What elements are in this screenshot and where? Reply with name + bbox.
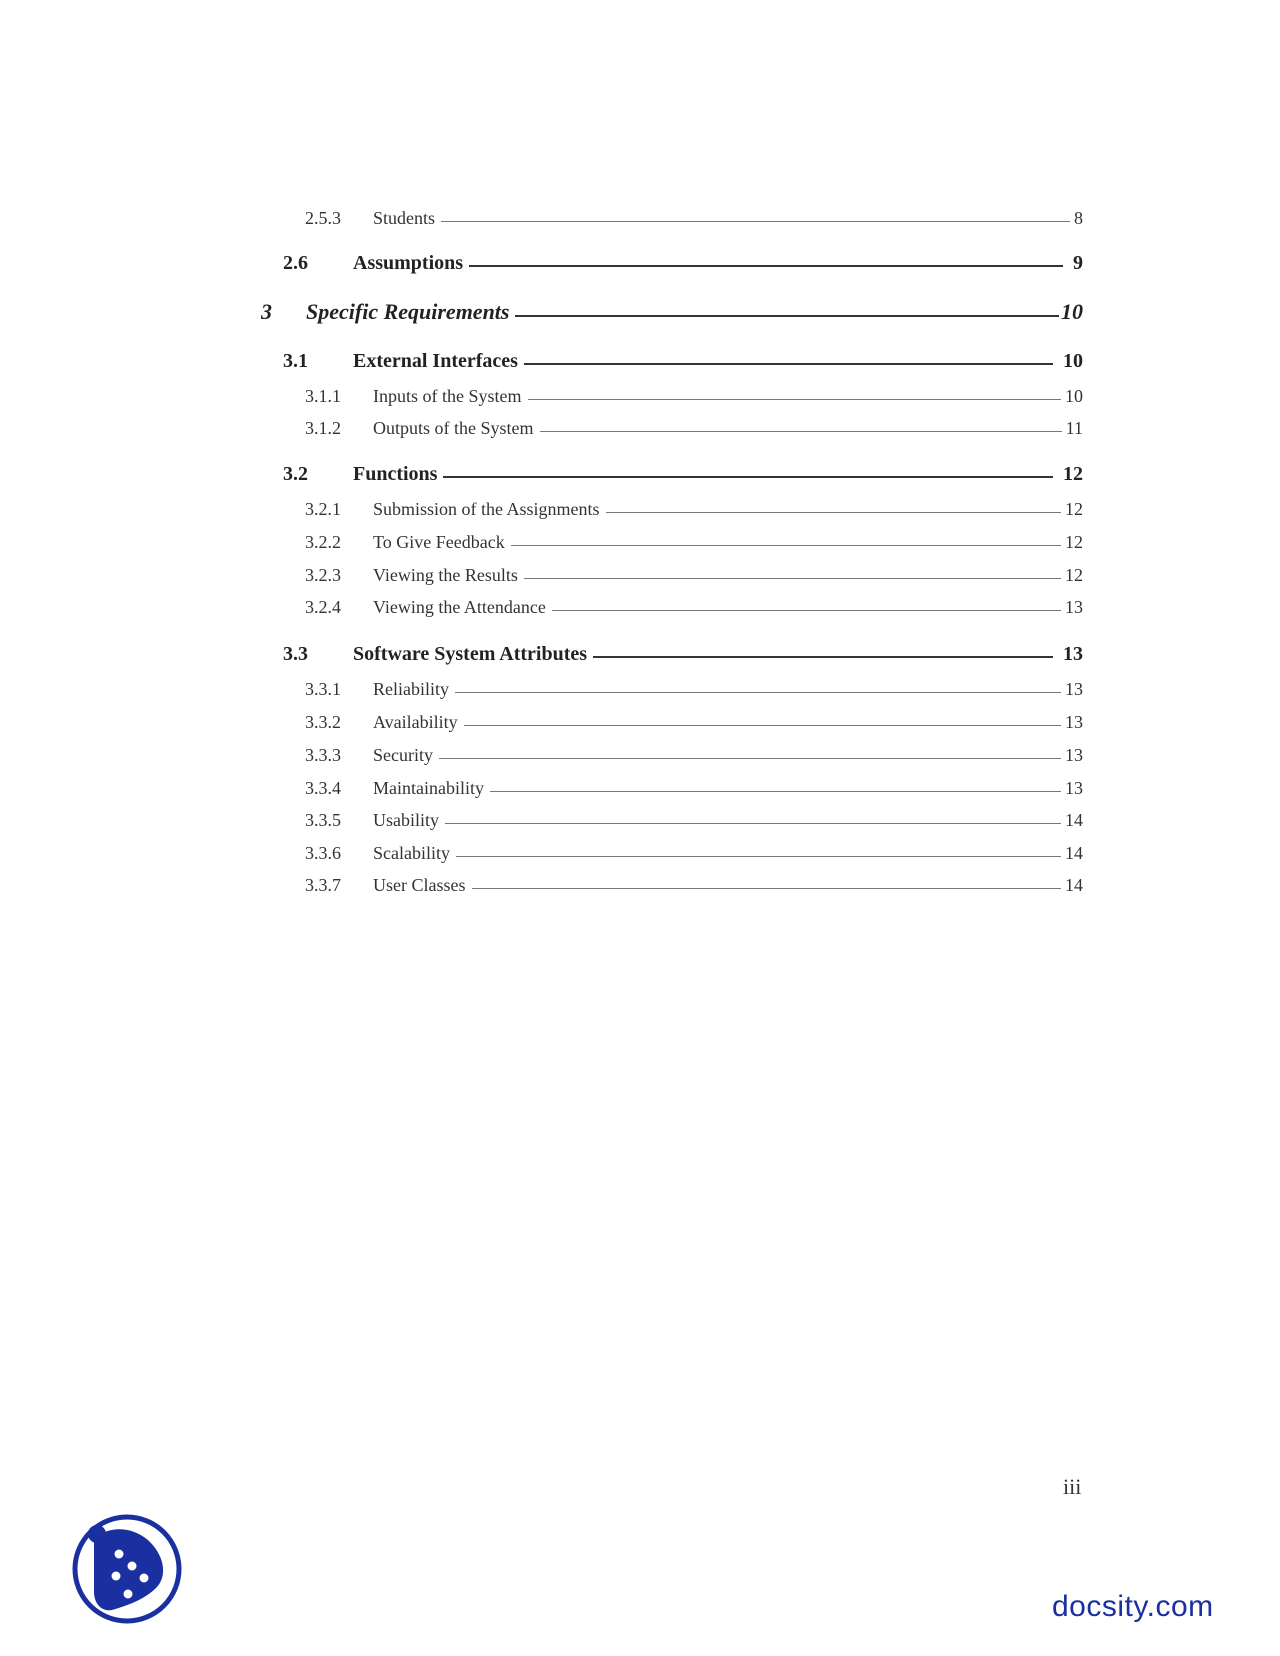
toc-title: Scalability [373, 843, 450, 863]
toc-number: 3.1 [283, 350, 308, 372]
toc-number: 3.3.3 [305, 745, 341, 765]
toc-leader [469, 265, 1063, 267]
toc-entry-3-2-3[interactable] [305, 565, 1083, 586]
toc-leader [490, 791, 1061, 792]
toc-title: Software System Attributes [353, 643, 588, 665]
toc-leader [528, 399, 1062, 400]
toc-entry-3-3[interactable] [283, 643, 1083, 666]
toc-page: 13 [1065, 778, 1083, 798]
toc-title: Inputs of the System [373, 386, 522, 406]
toc-number: 3.1.1 [305, 386, 341, 406]
toc-number: 3.1.2 [305, 418, 341, 438]
toc-title: Functions [353, 463, 438, 485]
docsity-brand-link[interactable]: docsity.com [1052, 1590, 1214, 1623]
toc-page: 10 [1063, 350, 1083, 372]
toc-title: Maintainability [373, 778, 484, 798]
toc-leader [515, 315, 1059, 317]
toc-leader [443, 476, 1053, 478]
toc-title: Viewing the Attendance [373, 597, 546, 617]
toc-entry-3-2-1[interactable] [305, 499, 1083, 520]
toc-page: 14 [1065, 810, 1083, 830]
toc-page: 13 [1063, 643, 1083, 665]
toc-entry-3-1-2[interactable] [305, 418, 1083, 439]
toc-leader [524, 363, 1053, 365]
toc-leader [524, 578, 1061, 579]
toc-entry-3-2[interactable] [283, 463, 1083, 486]
toc-page: 12 [1065, 532, 1083, 552]
toc-number: 3.3.4 [305, 778, 341, 798]
toc-number: 3.2.2 [305, 532, 341, 552]
toc-leader [540, 431, 1062, 432]
toc-number: 3.2.1 [305, 499, 341, 519]
toc-entry-3-1[interactable] [283, 350, 1083, 373]
toc-leader [441, 221, 1070, 222]
toc-entry-2-6[interactable] [283, 252, 1083, 275]
toc-leader [445, 823, 1061, 824]
toc-entry-3-3-3[interactable] [305, 745, 1083, 766]
toc-title: Students [373, 208, 436, 228]
toc-entry-2-5-3[interactable] [305, 208, 1083, 229]
toc-title: External Interfaces [353, 350, 518, 372]
toc-entry-3-3-6[interactable] [305, 843, 1083, 864]
toc-entry-3-3-7[interactable] [305, 875, 1083, 896]
toc-leader [606, 512, 1061, 513]
toc-page: 10 [1061, 299, 1083, 324]
toc-page: 13 [1065, 679, 1083, 699]
toc-title: Outputs of the System [373, 418, 534, 438]
toc-entry-3-3-5[interactable] [305, 810, 1083, 831]
toc-title: Submission of the Assignments [373, 499, 600, 519]
toc-page: 13 [1065, 745, 1083, 765]
toc-leader [511, 545, 1061, 546]
toc-number: 3.2.3 [305, 565, 341, 585]
toc-title: Reliability [373, 679, 449, 699]
toc-leader [439, 758, 1061, 759]
toc-leader [455, 692, 1061, 693]
toc-entry-3-3-4[interactable] [305, 778, 1083, 799]
toc-number: 3.2.4 [305, 597, 341, 617]
toc-title: Specific Requirements [306, 299, 510, 324]
toc-title: Security [373, 745, 433, 765]
toc-page: 14 [1065, 843, 1083, 863]
toc-title: User Classes [373, 875, 466, 895]
toc-entry-3-2-2[interactable] [305, 532, 1083, 553]
toc-number: 3.2 [283, 463, 308, 485]
toc-title: To Give Feedback [373, 532, 505, 552]
toc-entry-3-1-1[interactable] [305, 386, 1083, 407]
toc-number: 3.3.6 [305, 843, 341, 863]
toc-page: 10 [1065, 386, 1083, 406]
toc-page: 12 [1065, 565, 1083, 585]
toc-page: 11 [1065, 418, 1083, 438]
toc-page: 12 [1065, 499, 1083, 519]
toc-page: 8 [1074, 208, 1083, 228]
toc-leader [456, 856, 1061, 857]
toc-leader [552, 610, 1061, 611]
toc-entry-3-3-1[interactable] [305, 679, 1083, 700]
toc-title: Availability [373, 712, 458, 732]
toc-number: 2.5.3 [305, 208, 341, 228]
toc-title: Viewing the Results [373, 565, 518, 585]
toc-page: 9 [1073, 252, 1083, 274]
toc-entry-3[interactable] [261, 299, 1083, 325]
toc-number: 3.3.7 [305, 875, 341, 895]
toc-number: 3.3.1 [305, 679, 341, 699]
toc-number: 3 [261, 299, 272, 324]
toc-leader [593, 656, 1053, 658]
toc-page: 12 [1063, 463, 1083, 485]
page-number: iii [1063, 1474, 1082, 1499]
toc-leader [464, 725, 1061, 726]
toc-entry-3-2-4[interactable] [305, 597, 1083, 618]
toc-leader [472, 888, 1062, 889]
docsity-logo-icon[interactable] [72, 1514, 182, 1624]
toc-page: 13 [1065, 712, 1083, 732]
toc-number: 3.3 [283, 643, 308, 665]
toc-page: 13 [1065, 597, 1083, 617]
toc-title: Assumptions [353, 252, 464, 274]
toc-page: 14 [1065, 875, 1083, 895]
toc-number: 3.3.2 [305, 712, 341, 732]
toc-title: Usability [373, 810, 439, 830]
toc-entry-3-3-2[interactable] [305, 712, 1083, 733]
toc-number: 2.6 [283, 252, 308, 274]
toc-number: 3.3.5 [305, 810, 341, 830]
